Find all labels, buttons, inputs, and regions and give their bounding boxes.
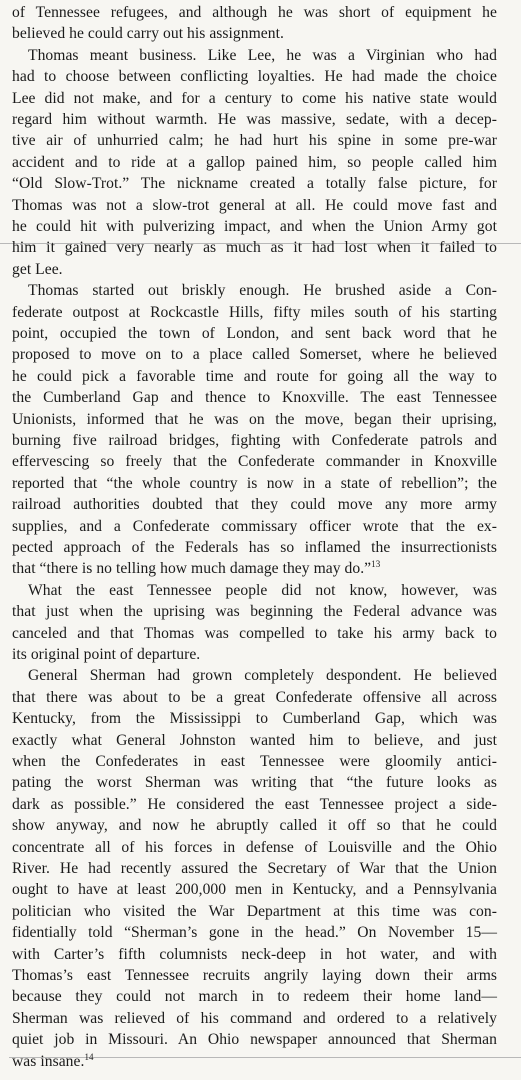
line-text: Kentucky, from the Mississippi to Cumberland Gap, which was <box>12 710 497 728</box>
text-line <box>12 986 497 1008</box>
line-text: pating the worst Sherman was writing that “the future looks as <box>12 774 497 792</box>
line-text: was insane. <box>12 1052 85 1070</box>
line-text: Thomas was not a slow-trot general at all. He could move fast and <box>12 196 497 214</box>
line-text: politician who visited the War Department at this time was con- <box>12 902 497 920</box>
text-line <box>12 494 497 516</box>
text-line <box>12 601 497 623</box>
text-line <box>12 66 497 88</box>
line-text: that there was about to be a great Confederate offensive all across <box>12 688 497 706</box>
text-line <box>12 965 497 987</box>
line-text: Lee did not make, and for a century to come his native state would <box>12 89 497 107</box>
line-text: supplies, and a Confederate commissary officer wrote that the ex- <box>12 517 497 535</box>
text-line <box>12 23 497 45</box>
line-text: Thomas meant business. Like Lee, he was a Virginian who had <box>28 46 497 64</box>
text-line <box>12 387 497 409</box>
text-line <box>12 88 497 110</box>
text-line <box>12 473 497 495</box>
text-line <box>12 430 497 452</box>
line-text: fidentially told “Sherman’s gone in the head.” On November 15— <box>12 924 497 942</box>
text-line <box>12 152 497 174</box>
text-line <box>12 109 497 131</box>
text-line <box>12 2 497 24</box>
footnote-marker: 13 <box>371 559 381 570</box>
line-text: Unionists, informed that he was on the move, began their uprising, <box>12 410 497 428</box>
line-text: he could hit with pulverizing impact, and when the Union Army got <box>12 218 497 235</box>
text-line <box>12 366 497 388</box>
line-text: dark as possible.” He considered the east Tennessee project a side- <box>12 795 497 813</box>
text-line <box>12 644 497 666</box>
line-text: railroad authorities doubted that they could move any more army <box>12 496 497 514</box>
line-text: Thomas’s east Tennessee recruits angrily laying down their arms <box>12 967 497 984</box>
text-line <box>12 302 497 324</box>
text-line <box>28 665 497 687</box>
line-text: the Cumberland Gap and thence to Knoxville. The east Tennessee <box>12 389 497 407</box>
line-text: regard him without warmth. He was massive, sedate, with a decep- <box>12 111 497 128</box>
line-text: General Sherman had grown completely despondent. He believed <box>28 667 497 685</box>
text-line <box>12 837 497 859</box>
text-line <box>12 901 497 923</box>
text-line <box>12 344 497 366</box>
line-text: get Lee. <box>12 260 63 278</box>
line-text: reported that “the whole country is now in a state of rebellion”; the <box>12 474 497 492</box>
text-line <box>12 237 497 259</box>
text-line <box>12 409 497 431</box>
text-line <box>12 323 497 345</box>
line-text: Sherman was relieved of his command and ordered to a relatively <box>12 1009 497 1027</box>
text-line <box>12 858 497 880</box>
text-line <box>12 879 497 901</box>
line-text: federate outpost at Rockcastle Hills, fifty miles south of his starting <box>12 303 497 321</box>
text-line <box>12 944 497 966</box>
text-line <box>12 130 497 152</box>
text-line <box>12 1008 497 1030</box>
text-line <box>12 730 497 752</box>
text-line <box>12 516 497 538</box>
text-line <box>12 922 497 944</box>
line-text: Thomas started out briskly enough. He brushed aside a Con- <box>28 282 497 300</box>
line-text: accident and to ride at a gallop pained him, so people called him <box>12 153 497 171</box>
line-text: with Carter’s fifth columnists neck-deep in hot water, and with <box>12 945 497 963</box>
line-text: “Old Slow-Trot.” The nickname created a totally false picture, for <box>12 175 497 193</box>
line-text: effervescing so freely that the Confederate commander in Knoxville <box>12 453 497 471</box>
line-text: canceled and that Thomas was compelled to take his army back to <box>12 624 497 642</box>
line-text: believed he could carry out his assignment. <box>12 25 284 43</box>
text-line <box>12 794 497 816</box>
text-line <box>12 173 497 195</box>
text-line <box>12 1051 497 1073</box>
line-text: point, occupied the town of London, and sent back word that he <box>12 325 497 342</box>
line-text: he could pick a favorable time and route for going all the way to <box>12 367 497 385</box>
text-line <box>12 537 497 559</box>
text-line <box>28 580 497 602</box>
line-text: concentrate all of his forces in defense of Louisville and the Ohio <box>12 838 497 856</box>
line-text: tive air of unhurried calm; he had hurt his spine in some pre-war <box>12 132 497 150</box>
text-line <box>12 623 497 645</box>
line-text: that “there is no telling how much damage they may do.” <box>12 560 372 578</box>
line-text: What the east Tennessee people did not know, however, was <box>28 581 497 599</box>
text-line <box>12 558 497 580</box>
footnote-marker: 14 <box>84 1051 94 1062</box>
line-text: when the Confederates in east Tennessee were gloomily antici- <box>12 753 497 770</box>
line-text: because they could not march in to redeem their home land— <box>12 988 497 1006</box>
line-text: ought to have at least 200,000 men in Kentucky, and a Pennsylvania <box>12 881 497 899</box>
line-text: quiet job in Missouri. An Ohio newspaper announced that Sherman <box>12 1031 497 1049</box>
text-line <box>12 815 497 837</box>
line-text: had to choose between conflicting loyalties. He had made the choice <box>12 68 497 86</box>
text-line <box>28 45 497 67</box>
line-text: that just when the uprising was beginning the Federal advance was <box>12 603 497 621</box>
line-text: proposed to move on to a place called Somerset, where he believed <box>12 346 497 364</box>
text-line <box>12 751 497 773</box>
line-text: show anyway, and now he abruptly called it off so that he could <box>12 817 497 835</box>
line-text: River. He had recently assured the Secretary of War that the Union <box>12 860 497 877</box>
line-text: burning five railroad bridges, fighting with Confederate patrols and <box>12 432 497 449</box>
text-line <box>12 772 497 794</box>
text-line <box>12 216 497 238</box>
line-text: pected approach of the Federals has so inflamed the insurrectionists <box>12 539 497 556</box>
text-line <box>28 280 497 302</box>
text-line <box>12 708 497 730</box>
line-text: him it gained very nearly as much as it had lost when it failed to <box>12 239 497 257</box>
text-line <box>12 451 497 473</box>
line-text: its original point of departure. <box>12 646 201 663</box>
line-text: exactly what General Johnston wanted him to believe, and just <box>12 731 497 749</box>
text-line <box>12 1029 497 1051</box>
line-text: of Tennessee refugees, and although he was short of equipment he <box>12 4 497 21</box>
text-line <box>12 259 497 281</box>
text-line <box>12 687 497 709</box>
text-line <box>12 195 497 217</box>
